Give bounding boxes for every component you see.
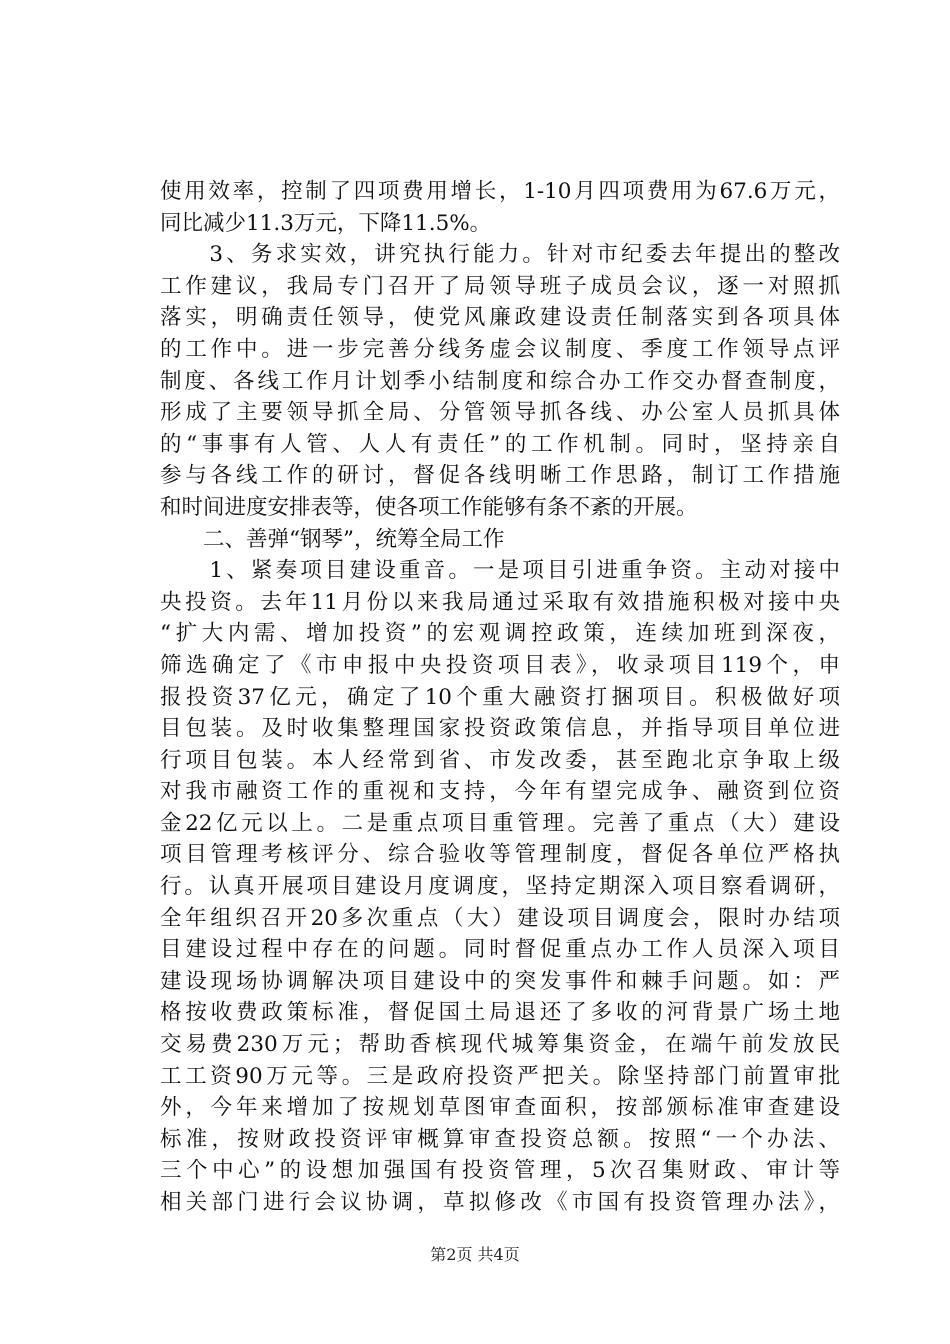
page-footer: 第2页 共4页 <box>430 1245 520 1264</box>
text-line: 的工作中。进一步完善分线务虚会议制度、季度工作领导点评 <box>160 336 840 362</box>
text-line: 交易费230万元；帮助香槟现代城筹集资金，在端午前发放民 <box>160 1032 840 1058</box>
text-line: 1、紧奏项目建设重音。一是项目引进重争资。主动对接中 <box>160 558 840 584</box>
text-line: 全年组织召开20多次重点（大）建设项目调度会，限时办结项 <box>160 905 840 931</box>
text-line: 外，今年来增加了按规划草图审查面积，按部颁标准审查建设 <box>160 1095 840 1121</box>
text-line: 工工资90万元等。三是政府投资严把关。除坚持部门前置审批 <box>160 1063 840 1089</box>
text-line: 和时间进度安排表等，使各项工作能够有条不紊的开展。 <box>160 494 698 520</box>
text-line: 行。认真开展项目建设月度调度，坚持定期深入项目察看调研， <box>160 874 840 900</box>
text-line: 筛选确定了《市申报中央投资项目表》，收录项目119个，申 <box>160 652 840 678</box>
text-line: 报投资37亿元，确定了10个重大融资打捆项目。积极做好项 <box>160 684 840 710</box>
text-line: 使用效率，控制了四项费用增长，1-10月四项费用为67.6万元， <box>160 179 840 204</box>
text-line: 目包装。及时收集整理国家投资政策信息，并指导项目单位进 <box>160 716 840 742</box>
text-line: 的“事事有人管、人人有责任”的工作机制。同时，坚持亲自 <box>160 431 840 457</box>
text-line: 项目管理考核评分、综合验收等管理制度，督促各单位严格执 <box>160 842 840 868</box>
text-line: 对我市融资工作的重视和支持，今年有望完成争、融资到位资 <box>160 779 840 805</box>
text-line: 行项目包装。本人经常到省、市发改委，甚至跑北京争取上级 <box>160 747 840 773</box>
text-line: 金22亿元以上。二是重点项目重管理。完善了重点（大）建设 <box>160 810 840 836</box>
text-line: 同比减少11.3万元，下降11.5%。 <box>160 210 492 236</box>
text-line: 央投资。去年11月份以来我局通过采取有效措施积极对接中央 <box>160 589 840 615</box>
text-line: 标准，按财政投资评审概算审查投资总额。按照“一个办法、 <box>160 1126 840 1152</box>
text-line: 3、务求实效，讲究执行能力。针对市纪委去年提出的整改 <box>160 242 840 268</box>
body-text <box>160 176 840 1219</box>
text-line: 相关部门进行会议协调，草拟修改《市国有投资管理办法》， <box>160 1190 840 1215</box>
section-heading: 二、善弹“钢琴”，统筹全局工作 <box>160 526 505 552</box>
text-line: 目建设过程中存在的问题。同时督促重点办工作人员深入项目 <box>160 937 840 963</box>
text-line: 制度、各线工作月计划季小结制度和综合办工作交办督查制度， <box>160 368 840 394</box>
text-line: “扩大内需、增加投资”的宏观调控政策，连续加班到深夜， <box>160 621 840 647</box>
text-line: 落实，明确责任领导，使党风廉政建设责任制落实到各项具体 <box>160 305 840 331</box>
text-line: 三个中心”的设想加强国有投资管理，5次召集财政、审计等 <box>160 1158 840 1184</box>
text-line: 参与各线工作的研讨，督促各线明晰工作思路，制订工作措施 <box>160 463 840 489</box>
text-line: 格按收费政策标准，督促国土局退还了多收的河背景广场土地 <box>160 1000 840 1026</box>
text-line: 建设现场协调解决项目建设中的突发事件和棘手问题。如：严 <box>160 968 840 994</box>
text-line: 工作建议，我局专门召开了局领导班子成员会议，逐一对照抓 <box>160 273 840 299</box>
text-line: 形成了主要领导抓全局、分管领导抓各线、办公室人员抓具体 <box>160 400 840 426</box>
